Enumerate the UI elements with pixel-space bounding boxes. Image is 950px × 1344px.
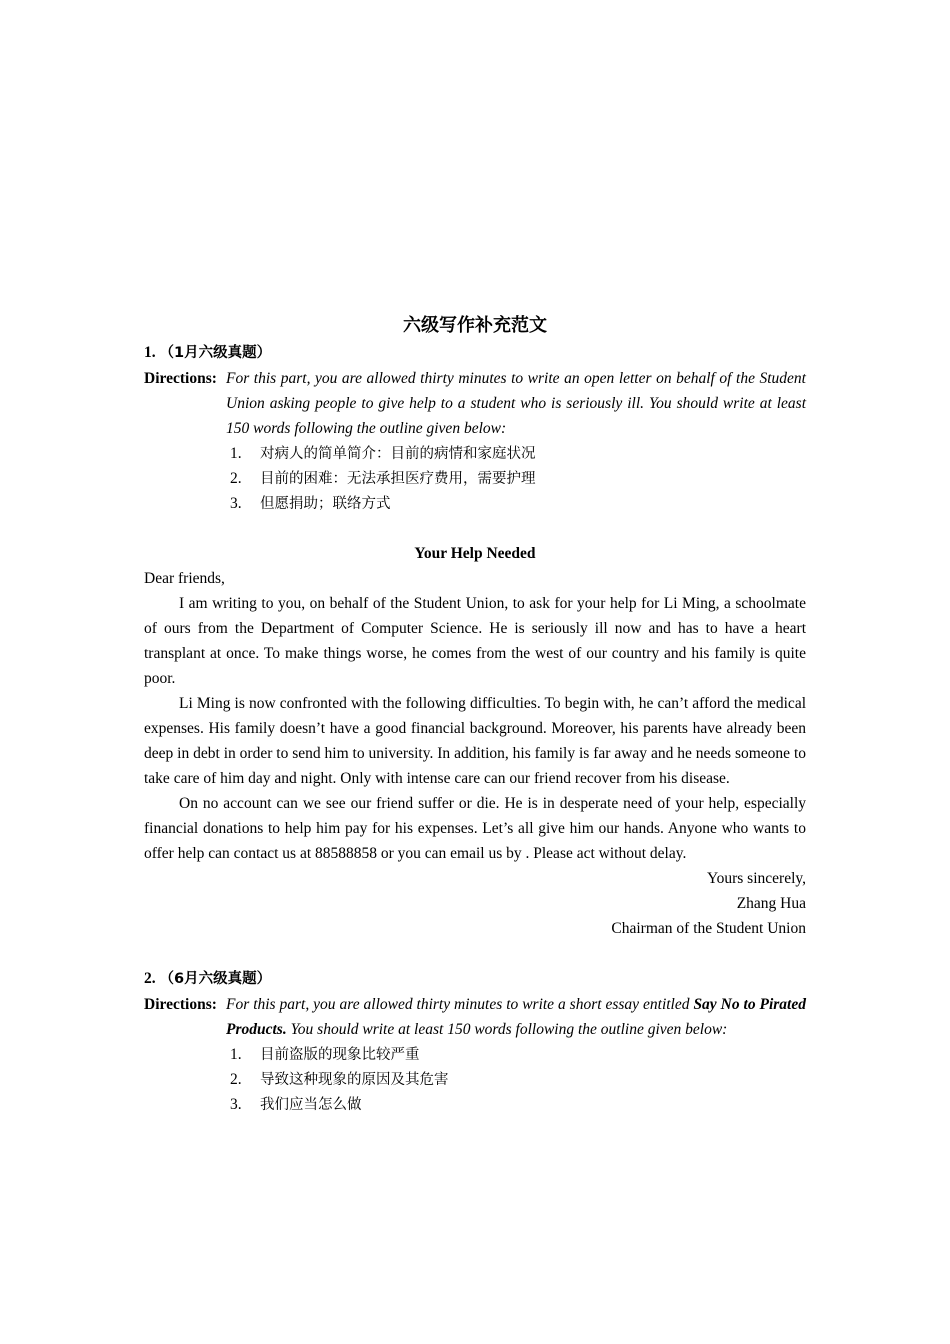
essay-title: Your Help Needed <box>414 545 536 562</box>
directions-text: For this part, you are allowed thirty minutes to write an open letter on behalf of the Student Union asking people to give help to a student who is seriously ill. You should write at least 150 words following the outline given below: <box>226 370 806 437</box>
essay-topic: Say No to Pirated Products. <box>226 996 806 1038</box>
essay-paragraph-3: On no account can we see our friend suffer or die. He is in desperate need of your help, especially financial donations to help him pay for his expenses. Let’s all give him our hands. Anyone who wants to offer help can contact us at 88588858 or you can email us by . Please act without delay. <box>144 795 806 862</box>
essay-paragraph-2: Li Ming is now confronted with the following difficulties. To begin with, he can’t afford the medical expenses. His family doesn’t have a good financial background. Moreover, his parents have already been deep in debt in order to send him to university. In addition, his family is far away and he needs someone to take care of him day and night. Only with intense care can our friend recover from his disease. <box>144 695 806 787</box>
outline-item: 3. 但愿捐助；联络方式 <box>230 495 391 512</box>
section-2-number: 2. <box>144 970 156 987</box>
spacer <box>144 941 806 966</box>
directions-text: For this part, you are allowed thirty minutes to write a short essay entitled Say No to Pirated Products. You should write at least 150 words following the outline given below: <box>226 996 806 1038</box>
outline-item: 2. 导致这种现象的原因及其危害 <box>230 1071 449 1088</box>
closing: Yours sincerely, <box>706 870 806 887</box>
outline-item: 1. 对病人的简单简介：目前的病情和家庭状况 <box>230 445 536 462</box>
outline-item: 1. 目前盗版的现象比较严重 <box>230 1046 420 1063</box>
outline-item: 2. 目前的困难：无法承担医疗费用，需要护理 <box>230 470 536 487</box>
section-1-outline <box>230 441 806 516</box>
section-2-directions <box>144 992 806 1042</box>
directions-label: Directions: <box>144 996 217 1013</box>
signature-title: Chairman of the Student Union <box>611 920 806 937</box>
outline-item: 3. 我们应当怎么做 <box>230 1096 362 1113</box>
section-2-label: （6月六级真题） <box>159 971 272 987</box>
essay-paragraph-1: I am writing to you, on behalf of the Student Union, to ask for your help for Li Ming, a schoolmate of ours from the Department of Computer Science. He is seriously ill now and has to have a heart transplant at once. To make things worse, he comes from the west of our country and his family is quite poor. <box>144 595 806 687</box>
spacer <box>144 516 806 541</box>
document-page <box>144 312 806 1117</box>
section-2-outline <box>230 1042 806 1117</box>
section-1-directions <box>144 366 806 441</box>
section-1-number: 1. <box>144 344 156 361</box>
document-title: 六级写作补充范文 <box>403 315 547 336</box>
salutation: Dear friends, <box>144 570 225 587</box>
section-2-heading <box>144 966 806 992</box>
signature-name: Zhang Hua <box>736 895 806 912</box>
section-1-label: （1月六级真题） <box>159 345 272 361</box>
directions-label: Directions: <box>144 370 217 387</box>
section-1-heading <box>144 340 806 366</box>
